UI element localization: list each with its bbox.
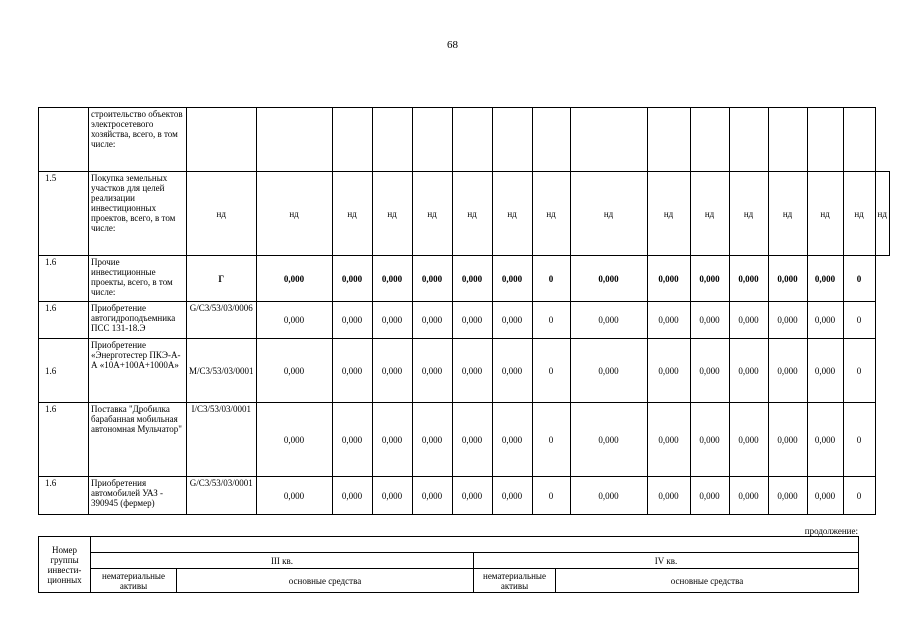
value-cell: нд — [807, 172, 843, 256]
table-row — [39, 403, 890, 477]
value-cell: 0,000 — [332, 403, 372, 477]
row-name: Приобретение автогидроподъемника ПСС 131-18.Э — [89, 302, 187, 339]
value-cell — [690, 108, 729, 172]
value-cell: 0,000 — [768, 403, 807, 477]
row-number: 1.6 — [39, 256, 89, 302]
value-cell: нд — [570, 172, 647, 256]
value-cell: 0,000 — [647, 339, 690, 403]
value-cell — [256, 108, 332, 172]
value-cell — [768, 108, 807, 172]
value-cell: 0,000 — [332, 256, 372, 302]
value-cell: 0,000 — [412, 302, 452, 339]
row-number — [39, 108, 89, 172]
value-cell: 0,000 — [807, 256, 843, 302]
value-cell: 0 — [532, 256, 570, 302]
value-cell — [647, 108, 690, 172]
table-row — [39, 172, 890, 256]
value-cell: нд — [372, 172, 412, 256]
header-blank — [91, 537, 859, 553]
investment-table — [38, 107, 890, 515]
value-cell: 0 — [532, 302, 570, 339]
row-name: строительство объектов электросетевого хозяйства, всего, в том числе: — [89, 108, 187, 172]
q4-header: IV кв. — [474, 553, 859, 569]
value-cell: 0,000 — [256, 302, 332, 339]
value-cell: 0,000 — [256, 256, 332, 302]
value-cell: 0,000 — [570, 403, 647, 477]
value-cell: 0,000 — [492, 302, 532, 339]
value-cell: 0,000 — [570, 339, 647, 403]
value-cell: 0,000 — [492, 256, 532, 302]
value-cell: 0,000 — [768, 256, 807, 302]
value-cell: нд — [690, 172, 729, 256]
value-cell: 0,000 — [332, 339, 372, 403]
value-cell: 0,000 — [647, 477, 690, 515]
value-cell — [570, 108, 647, 172]
table-row — [39, 302, 890, 339]
row-number: 1.5 — [39, 172, 89, 256]
row-number: 1.6 — [39, 339, 89, 403]
row-code: нд — [187, 172, 257, 256]
row-name: Прочие инвестиционные проекты, всего, в том числе: — [89, 256, 187, 302]
value-cell: 0 — [843, 403, 875, 477]
value-cell: нд — [532, 172, 570, 256]
q4-fixed-assets-header: основные средства — [556, 569, 859, 593]
value-cell: 0,000 — [729, 477, 768, 515]
value-cell: нд — [452, 172, 492, 256]
row-name: Покупка земельных участков для целей реализации инвестиционных проектов, всего, в том числе: — [89, 172, 187, 256]
page-number: 68 — [447, 39, 458, 51]
value-cell: 0,000 — [256, 339, 332, 403]
value-cell: 0 — [843, 302, 875, 339]
value-cell: 0,000 — [492, 477, 532, 515]
value-cell: 0,000 — [807, 477, 843, 515]
value-cell: 0,000 — [372, 302, 412, 339]
value-cell: 0,000 — [412, 403, 452, 477]
value-cell: нд — [729, 172, 768, 256]
value-cell — [532, 108, 570, 172]
value-cell — [807, 108, 843, 172]
q3-fixed-assets-header: основные средства — [177, 569, 474, 593]
value-cell — [843, 108, 875, 172]
group-number-header: Номер группы инвести-ционных — [39, 537, 91, 593]
value-cell: 0,000 — [492, 339, 532, 403]
value-cell: 0 — [843, 477, 875, 515]
value-cell: нд — [412, 172, 452, 256]
value-cell: 0,000 — [332, 477, 372, 515]
table-row — [39, 339, 890, 403]
value-cell: 0,000 — [256, 403, 332, 477]
value-cell: 0,000 — [372, 477, 412, 515]
value-cell: 0,000 — [729, 403, 768, 477]
row-code: M/C3/53/03/0001 — [187, 339, 257, 403]
value-cell — [492, 108, 532, 172]
value-cell: 0,000 — [492, 403, 532, 477]
value-cell: 0,000 — [412, 256, 452, 302]
value-cell: нд — [768, 172, 807, 256]
value-cell — [452, 108, 492, 172]
continuation-header-table — [38, 536, 859, 593]
value-cell: 0,000 — [412, 339, 452, 403]
value-cell: 0,000 — [372, 256, 412, 302]
value-cell: 0,000 — [768, 339, 807, 403]
row-number: 1.6 — [39, 477, 89, 515]
value-cell: 0,000 — [332, 302, 372, 339]
value-cell: 0 — [532, 477, 570, 515]
value-cell: 0,000 — [256, 477, 332, 515]
value-cell: 0,000 — [372, 339, 412, 403]
value-cell: 0,000 — [570, 477, 647, 515]
value-cell: нд — [332, 172, 372, 256]
row-number: 1.6 — [39, 403, 89, 477]
value-cell: 0,000 — [807, 302, 843, 339]
value-cell — [372, 108, 412, 172]
row-code — [187, 108, 257, 172]
q4-intangible-header: нематериальные активы — [474, 569, 556, 593]
value-cell: 0,000 — [570, 302, 647, 339]
value-cell: 0,000 — [647, 403, 690, 477]
value-cell: 0,000 — [452, 302, 492, 339]
value-cell — [729, 108, 768, 172]
value-cell: 0,000 — [690, 302, 729, 339]
value-cell: 0,000 — [452, 256, 492, 302]
table-row — [39, 108, 890, 172]
continuation-label: продолжение: — [804, 526, 858, 536]
value-cell: 0,000 — [452, 339, 492, 403]
value-cell: 0,000 — [647, 302, 690, 339]
value-cell: 0,000 — [768, 302, 807, 339]
value-cell: 0,000 — [452, 403, 492, 477]
row-name: Поставка "Дробилка барабанная мобильная автономная Мульчатор" — [89, 403, 187, 477]
value-cell: 0,000 — [647, 256, 690, 302]
value-cell: 0 — [532, 339, 570, 403]
value-cell: 0,000 — [690, 256, 729, 302]
row-name: Приобретение «Энерготестер ПКЭ-А-А «10А+100А+1000А» — [89, 339, 187, 403]
value-cell: 0,000 — [412, 477, 452, 515]
value-cell: нд — [843, 172, 875, 256]
value-cell: 0,000 — [807, 403, 843, 477]
value-cell: 0,000 — [729, 256, 768, 302]
row-name: Приобретения автомобилей УАЗ - 390945 (фермер) — [89, 477, 187, 515]
value-cell: 0,000 — [690, 477, 729, 515]
value-cell: нд — [492, 172, 532, 256]
value-cell: 0,000 — [570, 256, 647, 302]
value-cell: 0,000 — [729, 339, 768, 403]
value-cell: 0,000 — [807, 339, 843, 403]
value-cell: 0,000 — [690, 403, 729, 477]
row-number: 1.6 — [39, 302, 89, 339]
value-cell: 0,000 — [690, 339, 729, 403]
table-row — [39, 477, 890, 515]
value-cell: 0 — [843, 339, 875, 403]
value-cell: 0,000 — [768, 477, 807, 515]
value-cell — [332, 108, 372, 172]
value-cell: нд — [647, 172, 690, 256]
value-cell: нд — [875, 172, 889, 256]
value-cell: 0,000 — [729, 302, 768, 339]
q3-intangible-header: нематериальные активы — [91, 569, 177, 593]
row-code: G/C3/53/03/0006 — [187, 302, 257, 339]
row-code: G/C3/53/03/0001 — [187, 477, 257, 515]
value-cell — [412, 108, 452, 172]
value-cell: 0,000 — [452, 477, 492, 515]
value-cell: 0 — [532, 403, 570, 477]
row-code: Г — [187, 256, 257, 302]
value-cell: нд — [256, 172, 332, 256]
table-row — [39, 256, 890, 302]
row-code: I/C3/53/03/0001 — [187, 403, 257, 477]
value-cell: 0 — [843, 256, 875, 302]
value-cell: 0,000 — [372, 403, 412, 477]
q3-header: III кв. — [91, 553, 474, 569]
